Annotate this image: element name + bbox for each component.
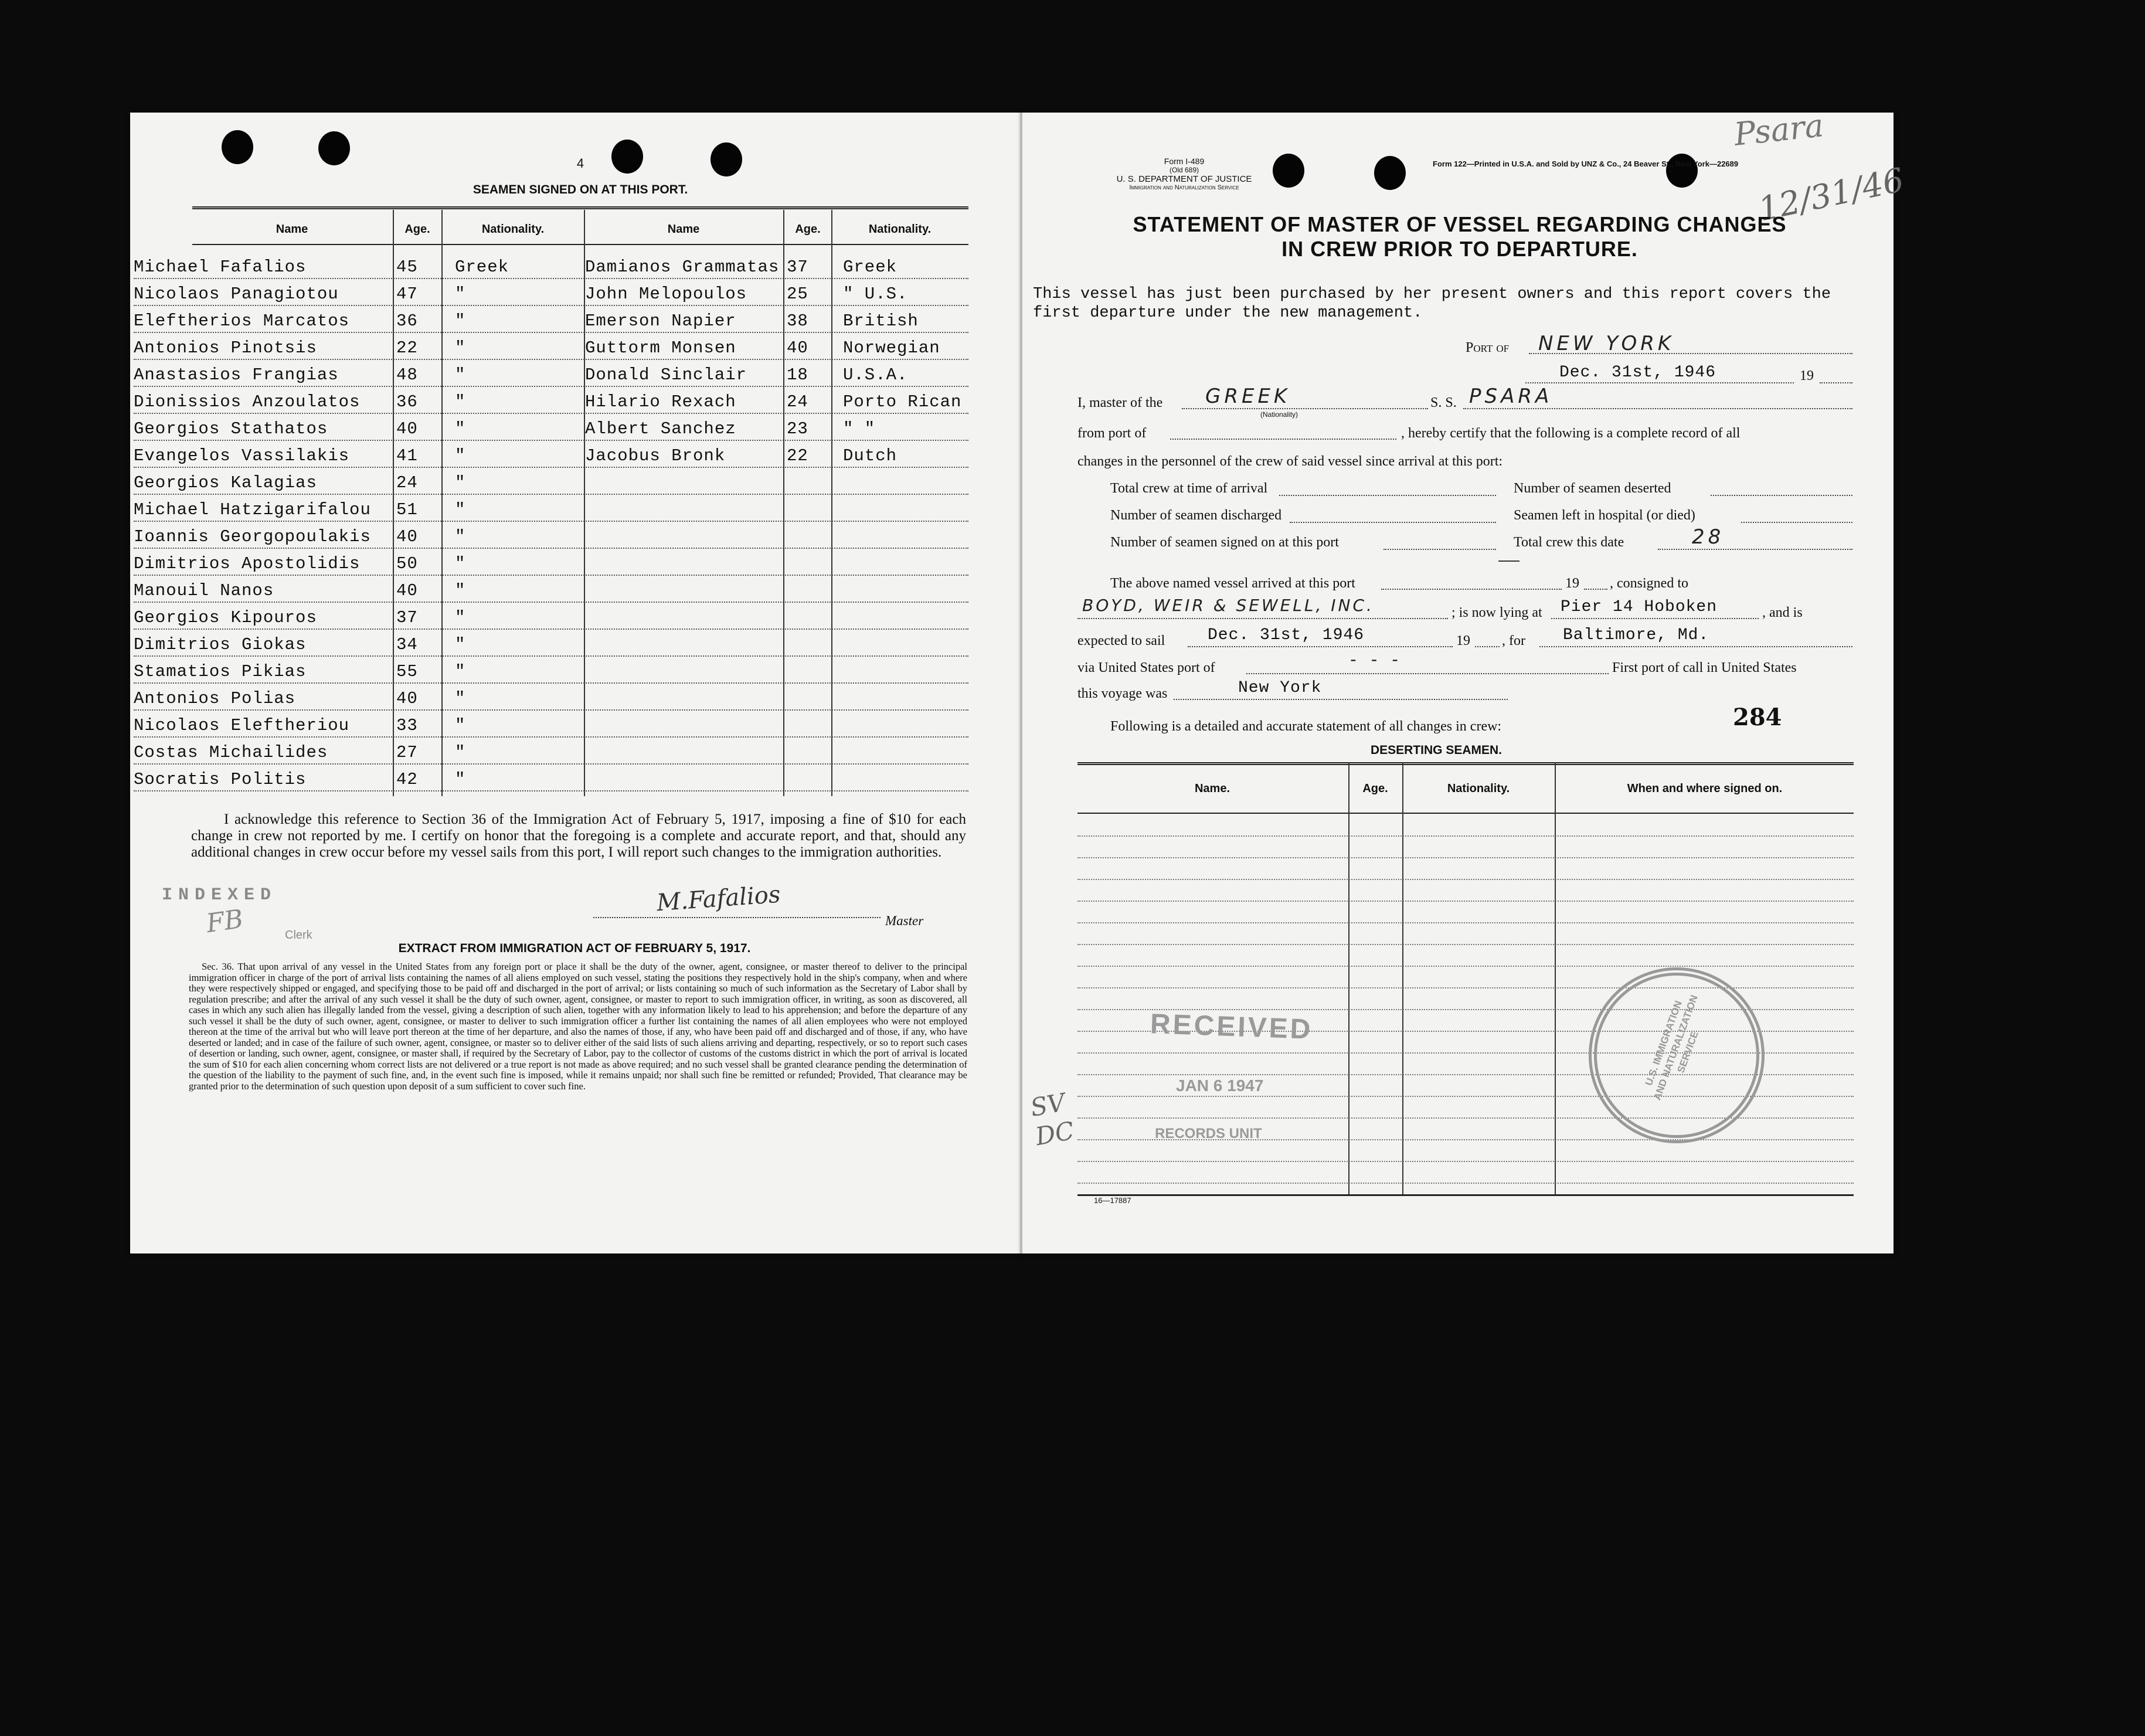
date-year-prefix: 19 bbox=[1800, 368, 1814, 383]
crew-name: Emerson Napier bbox=[585, 311, 736, 331]
crew-row bbox=[134, 468, 968, 495]
crew-name: Evangelos Vassilakis bbox=[134, 446, 350, 466]
from-port-fill bbox=[1170, 421, 1396, 440]
extract-title: EXTRACT FROM IMMIGRATION ACT OF FEBRUARY 5, 1917. bbox=[398, 942, 751, 955]
crew-nationality: " bbox=[455, 473, 466, 492]
department-name: U. S. DEPARTMENT OF JUSTICE bbox=[1116, 174, 1252, 184]
number-284: 284 bbox=[1733, 704, 1782, 731]
column-header-name: Name bbox=[276, 223, 308, 236]
crew-nationality: " " bbox=[843, 419, 876, 439]
crew-nationality: " bbox=[455, 770, 466, 789]
extract-text: Sec. 36. That upon arrival of any vessel in the United States from any foreign port or place it shall be the duty of the owner, agent, consignee, or master thereof to deliver to the principal immigration officer in charge of the port of arrival lists containing the names of all aliens employed on such vessel, stating the positions they respectively hold in the ship's company, when and where they were respectively shipped or engaged, and specifying those to be paid off and discharged in the port of arrival; or lists containing so much of such information as the Secretary of Labor shall by regulation prescribe; and after the arrival of any such vessel it shall be the duty of such owner, agent, consignee, or master to report to such immigration officer, in writing, as soon as discovered, all cases in which any such alien has illegally landed from the vessel, giving a description of such alien, together with any information likely to lead to his apprehension; and before the departure of any such vessel it shall be the duty of such owner, agent, consignee, or master to deliver to such immigration officer a further list containing the names of all alien employees who were not employed thereon at the time of the arrival but who will leave port thereon at the time of her departure, and also the names of those, if any, who have been paid off and discharged and of those, if any, who have deserted or landed; and in case of the failure of such owner, agent, consignee, or master so to deliver either of the said lists of such aliens arriving and departing, respectively, or so to report such cases of desertion or landing, such owner, agent, consignee, or master shall, if required by the Secretary of Labor, pay to the collector of customs of the customs district in which the port of arrival is located the sum of $10 for each alien concerning whom correct lists are not delivered or a true report is not made as above required; and no such vessel shall be granted clearance pending the determination of the question of the liability to the payment of such fine, and, in the event such fine is imposed, while it remains unpaid; nor shall such fine be remitted or refunded; Provided, That clearance may be granted prior to the determination of such question upon deposit of a sum sufficient to cover such fine. bbox=[189, 961, 967, 1092]
lying-label: ; is now lying at bbox=[1451, 605, 1542, 620]
crew-name: Dionissios Anzoulatos bbox=[134, 392, 361, 412]
crew-row bbox=[134, 711, 968, 738]
and-is-label: , and is bbox=[1762, 605, 1803, 620]
crew-nationality: Greek bbox=[455, 257, 509, 277]
expected-year-prefix: 19 bbox=[1456, 633, 1470, 648]
round-stamp-text: U.S. IMMIGRATION AND NATURALIZATION SERVICE bbox=[1643, 993, 1701, 1102]
nationality-caption: (Nationality) bbox=[1260, 410, 1298, 419]
expected-value: Dec. 31st, 1946 bbox=[1208, 626, 1365, 644]
punch-hole bbox=[1374, 156, 1406, 190]
crew-name: Anastasios Frangias bbox=[134, 365, 339, 385]
arrived-year-fill bbox=[1584, 571, 1607, 590]
crew-name: Stamatios Pikias bbox=[134, 662, 307, 681]
voyage-fill bbox=[1174, 681, 1508, 700]
service-name: Immigration and Naturalization Service bbox=[1129, 184, 1239, 191]
following-text: Following is a detailed and accurate statement of all changes in crew: bbox=[1110, 719, 1502, 734]
page-number: 4 bbox=[576, 156, 584, 171]
stat-discharged-fill bbox=[1290, 504, 1496, 523]
stat-deserted-fill bbox=[1711, 477, 1852, 496]
stat-hospital-fill bbox=[1741, 504, 1852, 523]
arrived-label: The above named vessel arrived at this port bbox=[1110, 576, 1355, 591]
crew-row bbox=[134, 738, 968, 765]
deserting-title: DESERTING SEAMEN. bbox=[1370, 743, 1502, 757]
column-header-nationality: Nationality. bbox=[481, 223, 545, 236]
crew-nationality: British bbox=[843, 311, 919, 331]
crew-nationality: Dutch bbox=[843, 446, 898, 466]
indexed-stamp bbox=[162, 885, 277, 905]
round-immigration-stamp bbox=[1589, 967, 1765, 1143]
crew-age: 40 bbox=[396, 689, 418, 708]
crew-age: 51 bbox=[396, 500, 418, 519]
crew-nationality: " bbox=[455, 662, 466, 681]
expected-label: expected to sail bbox=[1077, 633, 1165, 648]
stat-total-crew-arrival-label: Total crew at time of arrival bbox=[1110, 481, 1268, 496]
crew-row bbox=[134, 576, 968, 603]
crew-row bbox=[134, 630, 968, 657]
column-header-age: Age. bbox=[795, 223, 821, 236]
deserting-row bbox=[1077, 858, 1854, 880]
crew-age: 27 bbox=[396, 743, 418, 762]
crew-name: Albert Sanchez bbox=[585, 419, 736, 439]
crew-name: Michael Fafalios bbox=[134, 257, 307, 277]
footer-code: 16—17887 bbox=[1094, 1196, 1131, 1205]
crew-age: 38 bbox=[787, 311, 808, 331]
crew-row bbox=[134, 360, 968, 387]
ship-name: PSARA bbox=[1469, 385, 1553, 408]
crew-name: Costas Michailides bbox=[134, 743, 328, 762]
form-header bbox=[1073, 157, 1296, 192]
deserting-header-nationality: Nationality. bbox=[1447, 782, 1510, 795]
acknowledgment-text: I acknowledge this reference to Section 36 of the Immigration Act of February 5, 1917, imposing a fine of $10 for each change in crew not reported by me. I certify on honor that the foregoing is a complete and accurate report, and that, should any additional changes in crew occur before my vessel sails from this port, I will report such changes to the immigration authorities. bbox=[191, 811, 966, 860]
crew-nationality: " bbox=[455, 743, 466, 762]
crew-name: Georgios Stathatos bbox=[134, 419, 328, 439]
crew-nationality: " bbox=[455, 284, 466, 304]
crew-name: John Melopoulos bbox=[585, 284, 747, 304]
first-port-label: First port of call in United States bbox=[1612, 660, 1797, 675]
crew-name: Manouil Nanos bbox=[134, 581, 274, 600]
crew-name: Georgios Kalagias bbox=[134, 473, 317, 492]
crew-name: Ioannis Georgopoulakis bbox=[134, 527, 371, 546]
crew-name: Georgios Kipouros bbox=[134, 608, 317, 627]
crew-row bbox=[134, 603, 968, 630]
nationality-value: GREEK bbox=[1205, 385, 1291, 408]
crew-nationality: Porto Rican bbox=[843, 392, 962, 412]
date-year-fill bbox=[1820, 365, 1852, 383]
crew-age: 36 bbox=[396, 392, 418, 412]
crew-name: Antonios Polias bbox=[134, 689, 296, 708]
via-fill bbox=[1246, 655, 1609, 674]
crew-name: Eleftherios Marcatos bbox=[134, 311, 350, 331]
received-date: JAN 6 1947 bbox=[1176, 1076, 1264, 1095]
section-title: SEAMEN SIGNED ON AT THIS PORT. bbox=[472, 183, 688, 196]
from-port-label: from port of bbox=[1077, 426, 1147, 441]
port-of-label: Port of bbox=[1466, 340, 1510, 355]
voyage-value: New York bbox=[1238, 679, 1322, 697]
crew-row bbox=[134, 495, 968, 522]
crew-nationality: " bbox=[455, 311, 466, 331]
crew-name: Guttorm Monsen bbox=[585, 338, 736, 358]
crew-nationality: " bbox=[455, 365, 466, 385]
handwritten-date: 12/31/46 bbox=[1755, 161, 1908, 229]
master-of-label: I, master of the bbox=[1077, 395, 1163, 410]
for-value: Baltimore, Md. bbox=[1563, 626, 1709, 644]
crew-nationality: " bbox=[455, 689, 466, 708]
stat-total-crew-date-fill bbox=[1658, 531, 1852, 550]
crew-nationality: " U.S. bbox=[843, 284, 908, 304]
crew-name: Socratis Politis bbox=[134, 770, 307, 789]
crew-nationality: Norwegian bbox=[843, 338, 940, 358]
deserting-row bbox=[1077, 880, 1854, 902]
crew-age: 37 bbox=[787, 257, 808, 277]
form-title-line-2: IN CREW PRIOR TO DEPARTURE. bbox=[1281, 237, 1638, 261]
crew-name: Jacobus Bronk bbox=[585, 446, 726, 466]
crew-name: Nicolaos Eleftheriou bbox=[134, 716, 350, 735]
crew-row bbox=[134, 684, 968, 711]
crew-name: Donald Sinclair bbox=[585, 365, 747, 385]
column-header-age: Age. bbox=[404, 223, 430, 236]
arrived-fill bbox=[1381, 571, 1562, 590]
page-fold bbox=[1020, 113, 1022, 1253]
crew-row bbox=[134, 657, 968, 684]
deserting-row bbox=[1077, 815, 1854, 837]
crew-nationality: U.S.A. bbox=[843, 365, 908, 385]
crew-age: 55 bbox=[396, 662, 418, 681]
crew-row bbox=[134, 414, 968, 441]
deserting-header-age: Age. bbox=[1362, 782, 1388, 795]
handwritten-initials: SV DC bbox=[1028, 1088, 1076, 1151]
deserting-row bbox=[1077, 923, 1854, 945]
stat-discharged-label: Number of seamen discharged bbox=[1110, 508, 1282, 523]
punch-hole bbox=[711, 142, 742, 176]
clerk-initials: FB bbox=[204, 903, 246, 939]
ss-label: S. S. bbox=[1430, 395, 1457, 410]
crew-age: 47 bbox=[396, 284, 418, 304]
handwritten-vessel-name: Psara bbox=[1732, 107, 1826, 153]
expected-year-fill bbox=[1475, 629, 1500, 647]
crew-row bbox=[134, 522, 968, 549]
master-signature-line bbox=[593, 917, 881, 918]
crew-age: 40 bbox=[787, 338, 808, 358]
crew-row bbox=[134, 765, 968, 791]
crew-nationality: " bbox=[455, 527, 466, 546]
crew-age: 23 bbox=[787, 419, 808, 439]
crew-age: 40 bbox=[396, 581, 418, 600]
deserting-row bbox=[1077, 837, 1854, 858]
crew-age: 34 bbox=[396, 635, 418, 654]
crew-row bbox=[134, 441, 968, 468]
crew-rows bbox=[134, 252, 968, 791]
crew-age: 42 bbox=[396, 770, 418, 789]
crew-age: 22 bbox=[396, 338, 418, 358]
deserting-row bbox=[1077, 967, 1854, 988]
stat-hospital-label: Seamen left in hospital (or died) bbox=[1514, 508, 1695, 523]
crew-age: 40 bbox=[396, 419, 418, 439]
crew-age: 40 bbox=[396, 527, 418, 546]
crew-row bbox=[134, 279, 968, 306]
crew-name: Dimitrios Giokas bbox=[134, 635, 307, 654]
indexed-stamp-text: INDEXED bbox=[162, 885, 277, 905]
crew-nationality: " bbox=[455, 716, 466, 735]
crew-age: 48 bbox=[396, 365, 418, 385]
certify-text: , hereby certify that the following is a complete record of all bbox=[1401, 426, 1741, 441]
crew-age: 25 bbox=[787, 284, 808, 304]
for-label: , for bbox=[1502, 633, 1525, 648]
column-header-nationality: Nationality. bbox=[868, 223, 932, 236]
crew-row bbox=[134, 387, 968, 414]
port-of-value: NEW YORK bbox=[1538, 332, 1675, 355]
crew-nationality: " bbox=[455, 581, 466, 600]
stat-total-crew-date-label: Total crew this date bbox=[1514, 535, 1624, 550]
crew-age: 50 bbox=[396, 554, 418, 573]
arrived-year-prefix: 19 bbox=[1565, 576, 1579, 591]
voyage-label: this voyage was bbox=[1077, 686, 1168, 701]
column-header-name: Name bbox=[667, 223, 700, 236]
deserting-row bbox=[1077, 1162, 1854, 1184]
punch-hole bbox=[611, 140, 643, 174]
punch-hole bbox=[1666, 154, 1698, 188]
crew-name: Nicolaos Panagiotou bbox=[134, 284, 339, 304]
consignee-value: BOYD, WEIR & SEWELL, INC. bbox=[1082, 596, 1374, 615]
printer-note: Form 122—Printed in U.S.A. and Sold by UNZ & Co., 24 Beaver St., New York—22689 bbox=[1433, 159, 1739, 168]
form-old-number: (Old 689) bbox=[1169, 166, 1199, 174]
received-sub: RECORDS UNIT bbox=[1155, 1126, 1262, 1142]
via-value: - - - bbox=[1348, 652, 1401, 670]
form-title bbox=[1055, 212, 1864, 261]
crew-nationality: " bbox=[455, 338, 466, 358]
crew-age: 41 bbox=[396, 446, 418, 466]
crew-age: 18 bbox=[787, 365, 808, 385]
deserting-header-name: Name. bbox=[1194, 782, 1230, 795]
stat-total-crew-arrival-fill bbox=[1279, 477, 1496, 496]
crew-nationality: " bbox=[455, 392, 466, 412]
master-signature: M.Fafalios bbox=[655, 881, 781, 917]
crew-table bbox=[134, 205, 968, 803]
stat-signed-on-label: Number of seamen signed on at this port bbox=[1110, 535, 1339, 550]
crew-nationality: " bbox=[455, 608, 466, 627]
crew-age: 37 bbox=[396, 608, 418, 627]
crew-row bbox=[134, 252, 968, 279]
lying-value: Pier 14 Hoboken bbox=[1561, 598, 1718, 616]
crew-nationality: " bbox=[455, 635, 466, 654]
crew-age: 22 bbox=[787, 446, 808, 466]
crew-row bbox=[134, 306, 968, 333]
crew-age: 33 bbox=[396, 716, 418, 735]
crew-age: 24 bbox=[396, 473, 418, 492]
crew-name: Damianos Grammatas bbox=[585, 257, 780, 277]
form-title-line-1: STATEMENT OF MASTER OF VESSEL REGARDING CHANGES bbox=[1133, 212, 1787, 236]
changes-text: changes in the personnel of the crew of said vessel since arrival at this port: bbox=[1077, 454, 1503, 469]
received-stamp: RECEIVED bbox=[1150, 1008, 1314, 1045]
crew-age: 45 bbox=[396, 257, 418, 277]
clerk-label: Clerk bbox=[285, 929, 312, 942]
consigned-label: , consigned to bbox=[1610, 576, 1688, 591]
crew-row bbox=[134, 333, 968, 360]
crew-name: Antonios Pinotsis bbox=[134, 338, 317, 358]
master-label: Master bbox=[885, 913, 924, 928]
via-label: via United States port of bbox=[1077, 660, 1215, 675]
punch-hole bbox=[318, 131, 350, 165]
crew-age: 24 bbox=[787, 392, 808, 412]
deserting-row bbox=[1077, 1140, 1854, 1162]
deserting-row bbox=[1077, 902, 1854, 923]
crew-nationality: " bbox=[455, 446, 466, 466]
form-number: Form I-489 bbox=[1164, 157, 1205, 166]
stat-signed-on-fill bbox=[1383, 531, 1496, 550]
crew-nationality: " bbox=[455, 554, 466, 573]
stats-underline bbox=[1498, 560, 1519, 562]
deserting-header-signed-on: When and where signed on. bbox=[1627, 782, 1783, 795]
crew-name: Hilario Rexach bbox=[585, 392, 736, 412]
crew-age: 36 bbox=[396, 311, 418, 331]
punch-hole bbox=[222, 130, 253, 164]
stat-total-crew-date-value: 28 bbox=[1692, 525, 1725, 549]
date-value: Dec. 31st, 1946 bbox=[1559, 363, 1716, 382]
typed-note: This vessel has just been purchased by her present owners and this report covers the first departure under the new management. bbox=[1033, 286, 1831, 322]
crew-name: Michael Hatzigarifalou bbox=[134, 500, 371, 519]
deserting-row bbox=[1077, 945, 1854, 967]
crew-nationality: Greek bbox=[843, 257, 898, 277]
stat-deserted-label: Number of seamen deserted bbox=[1514, 481, 1671, 496]
crew-name: Dimitrios Apostolidis bbox=[134, 554, 361, 573]
crew-nationality: " bbox=[455, 500, 466, 519]
crew-row bbox=[134, 549, 968, 576]
crew-nationality: " bbox=[455, 419, 466, 439]
